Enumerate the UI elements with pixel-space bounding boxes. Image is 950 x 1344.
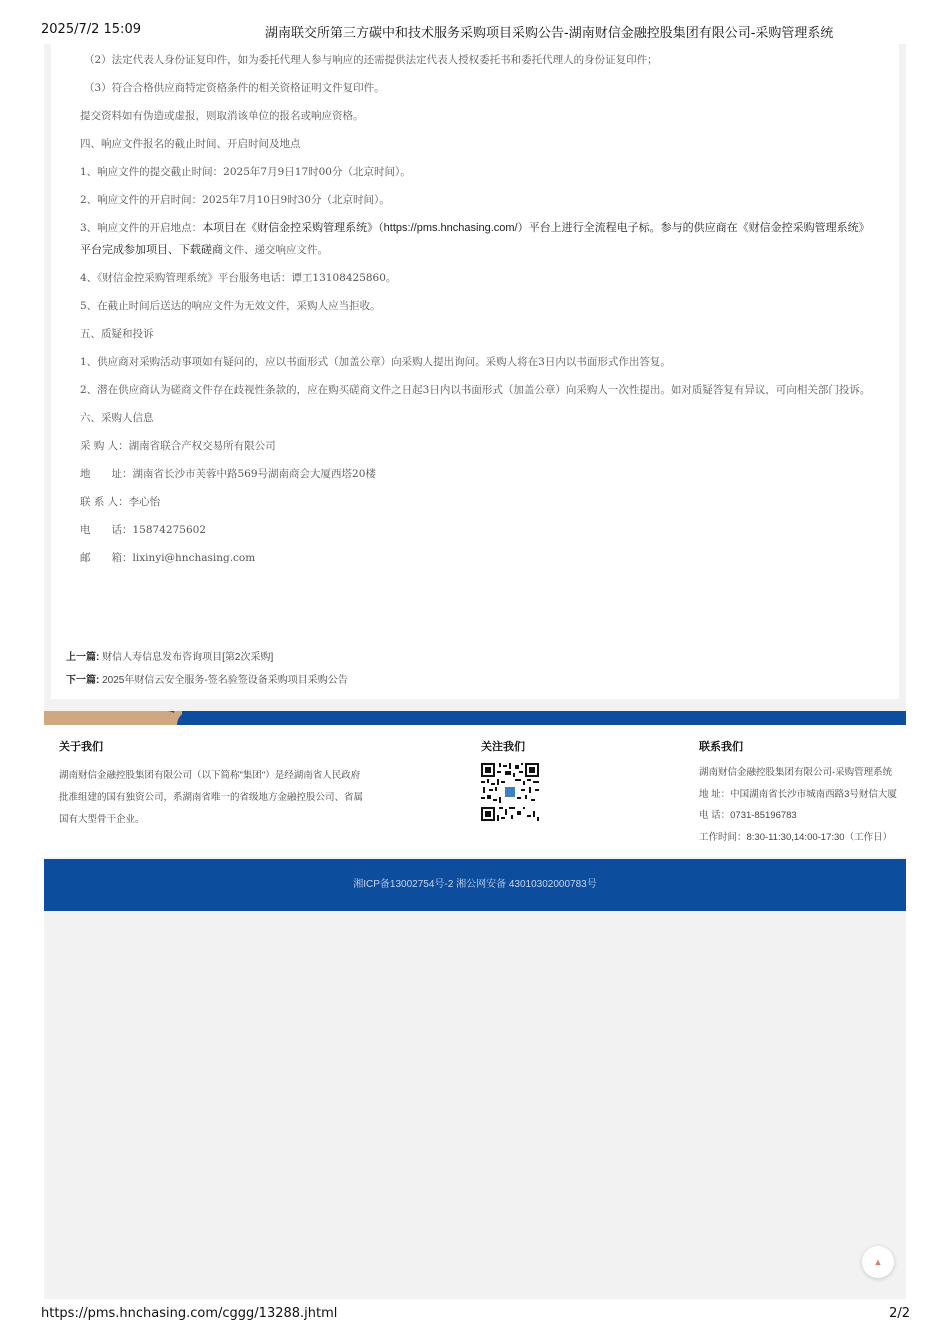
- icp-record-bar: [44, 859, 906, 911]
- footer-contact-company: 湖南财信金融控股集团有限公司-采购管理系统: [699, 767, 893, 778]
- footer-about-text: 湖南财信金融控股集团有限公司（以下简称"集团"）是经湖南省人民政府批准组建的国有独资公司，系湖南省唯一的省级地方金融控股公司、省属国有大型骨干企业。: [59, 770, 364, 825]
- submission-deadline: 1、响应文件的提交截止时间：2025年7月9日17时00分（北京时间）。: [80, 166, 411, 178]
- footer-contact: [699, 738, 909, 849]
- footer-contact-hours: 工作时间：8:30-11:30,14:00-17:30（工作日）: [699, 832, 893, 844]
- article-navigation: [66, 648, 348, 694]
- prev-article-link[interactable]: [66, 648, 348, 671]
- footer-follow-title: 关注我们: [481, 741, 525, 753]
- print-page-number: 2/2: [889, 1306, 910, 1321]
- platform-service-phone: 4、《财信金控采购管理系统》平台服务电话：谭工13108425860。: [80, 272, 397, 284]
- opening-location-suffix: 文件、递交响应文件。: [223, 244, 328, 256]
- arrow-up-icon: ▲: [873, 1257, 883, 1267]
- next-article-link[interactable]: [66, 671, 348, 694]
- footer-contact-address: 地 址：中国湖南省长沙市城南西路3号财信大厦: [699, 788, 897, 800]
- purchaser-contact-person: 联 系 人：李心怡: [80, 496, 161, 508]
- purchaser-email: 邮 箱：lixinyi@hnchasing.com: [80, 552, 256, 564]
- footer-about-title: 关于我们: [59, 741, 103, 753]
- falsification-notice: 提交资料如有伪造或虚报，则取消该单位的报名或响应资格。: [80, 110, 364, 122]
- inquiry-rule: 1、供应商对采购活动事项如有疑问的，应以书面形式（加盖公章）向采购人提出询问。采购人将在3日内以书面形式作出答复。: [80, 356, 671, 368]
- print-page-url: https://pms.hnchasing.com/cggg/13288.jhtml: [41, 1306, 338, 1321]
- late-submission-notice: 5、在截止时间后送达的响应文件为无效文件，采购人应当拒收。: [80, 300, 381, 312]
- prev-article-title[interactable]: 财信人寿信息发布咨询项目[第2次采购]: [102, 652, 274, 663]
- print-page-title: 湖南联交所第三方碳中和技术服务采购项目采购公告-湖南财信金融控股集团有限公司-采购管理系统: [265, 26, 834, 41]
- section-5-heading: 五、质疑和投诉: [80, 328, 154, 340]
- footer-decorative-band: [44, 711, 906, 725]
- announcement-body: [80, 46, 875, 572]
- back-to-top-button[interactable]: [862, 1246, 894, 1278]
- section-4-heading: 四、响应文件报名的截止时间、开启时间及地点: [80, 138, 301, 150]
- opening-location-prefix: 3、响应文件的开启地点：: [80, 222, 203, 234]
- section-6-heading: 六、采购人信息: [80, 412, 154, 424]
- print-header: [0, 22, 950, 42]
- purchaser-address: 地 址：湖南省长沙市芙蓉中路569号湖南商会大厦西塔20楼: [80, 468, 376, 480]
- footer-band-accent: [44, 711, 181, 725]
- requirement-legal-rep-id: （2）法定代表人身份证复印件，如为委托代理人参与响应的还需提供法定代表人授权委托书和委托代理人的身份证复印件；: [84, 54, 658, 66]
- opening-time: 2、响应文件的开启时间：2025年7月10日9时30分（北京时间）。: [80, 194, 390, 206]
- purchaser-phone: 电 话：15874275602: [80, 524, 206, 536]
- prev-article-label: 上一篇:: [66, 652, 100, 663]
- complaint-rule: 2、潜在供应商认为磋商文件存在歧视性条款的，应在购买磋商文件之日起3日内以书面形式（加盖公章）向采购人一次性提出。如对质疑答复有异议，可向相关部门投诉。: [80, 384, 871, 396]
- next-article-label: 下一篇:: [66, 675, 100, 686]
- opening-location: [80, 217, 875, 261]
- purchaser-name: 采 购 人：湖南省联合产权交易所有限公司: [80, 440, 276, 452]
- next-article-title[interactable]: 2025年财信云安全服务-签名验签设备采购项目采购公告: [102, 675, 348, 686]
- footer-follow: [481, 738, 539, 821]
- footer-contact-phone: 电 话：0731-85196783: [699, 810, 797, 822]
- print-datetime: 2025/7/2 15:09: [41, 22, 141, 37]
- qr-code-icon: [481, 763, 539, 821]
- icp-record-text[interactable]: 湘ICP备13002754号-2 湘公网安备 43010302000783号: [353, 879, 597, 890]
- requirement-qualification-docs: （3）符合合格供应商特定资格条件的相关资格证明文件复印件。: [84, 82, 385, 94]
- opening-location-platform-text: 本项目在《财信金控采购管理系统》（https://pms.hnchasing.com/）平台上进行全流程电子标。参与的供应商在《财信金控采购管理系统》平台完成参加项目、下载磋商: [80, 222, 870, 256]
- footer-about: [59, 738, 364, 831]
- footer-contact-title: 联系我们: [699, 741, 743, 753]
- site-footer: [44, 725, 906, 857]
